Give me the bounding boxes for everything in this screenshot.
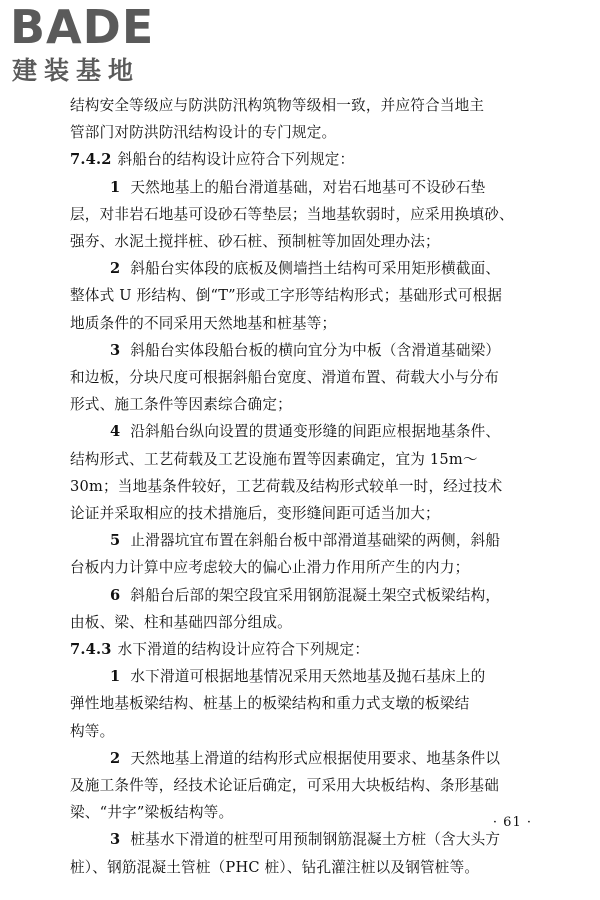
- clause-item-line: [70, 527, 532, 554]
- line-text: 斜船台实体段船台板的横向宜分为中板（含滑道基础梁）: [130, 341, 501, 359]
- text-line: [70, 554, 532, 581]
- text-line: [70, 609, 532, 636]
- line-text: 斜船台实体段的底板及侧墙挡土结构可采用矩形横截面、: [130, 260, 501, 278]
- text-line: [70, 391, 532, 418]
- clause-item-line: [70, 337, 532, 364]
- item-number: 1: [110, 668, 121, 686]
- line-text: 台板内力计算中应考虑较大的偏心止滑力作用所产生的内力；: [70, 559, 470, 577]
- line-text: 天然地基上滑道的结构形式应根据使用要求、地基条件以: [130, 749, 501, 767]
- logo: [4, 0, 184, 90]
- line-text: 整体式 U 形结构、倒“T”形或工字形等结构形式；基础形式可根据: [70, 287, 503, 305]
- line-text: 水下滑道的结构设计应符合下列规定：: [117, 641, 370, 659]
- line-text: 梁、“井字”梁板结构等。: [70, 804, 234, 822]
- line-text: 沿斜船台纵向设置的贯通变形缝的间距应根据地基条件、: [130, 423, 501, 441]
- item-number: 3: [110, 831, 121, 849]
- item-number: 6: [110, 586, 121, 604]
- item-number: 2: [110, 260, 121, 278]
- item-number: 1: [110, 178, 121, 196]
- line-text: 和边板，分块尺度可根据斜船台宽度、滑道布置、荷载大小与分布: [70, 369, 500, 387]
- line-text: 由板、梁、柱和基础四部分组成。: [70, 613, 292, 631]
- line-text: 天然地基上的船台滑道基础，对岩石地基可不设砂石垫: [130, 178, 486, 196]
- line-text: 桩）、钢筋混凝土管桩（PHC 桩）、钻孔灌注桩以及钢管桩等。: [70, 858, 480, 876]
- text-line: [70, 446, 532, 473]
- line-text: 斜船台的结构设计应符合下列规定：: [117, 151, 355, 169]
- line-text: 论证并采取相应的技术措施后，变形缝间距可适当加大；: [70, 505, 440, 523]
- clause-item-line: [70, 826, 532, 853]
- text-line: [70, 201, 532, 228]
- text-line: [70, 228, 532, 255]
- line-text: 止滑器坑宜布置在斜船台板中部滑道基础梁的两侧，斜船: [130, 532, 501, 550]
- text-line: [70, 500, 532, 527]
- clause-item-line: [70, 174, 532, 201]
- line-text: 层，对非岩石地基可设砂石等垫层；当地基软弱时，应采用换填砂、: [70, 205, 514, 223]
- text-line: [70, 364, 532, 391]
- line-text: 水下滑道可根据地基情况采用天然地基及抛石基床上的: [130, 668, 486, 686]
- text-line: [70, 854, 532, 881]
- section-number: 7.4.2: [70, 151, 112, 169]
- section-number: 7.4.3: [70, 641, 112, 659]
- section-heading-line: [70, 636, 532, 663]
- logo-subtitle: 建装基地: [12, 56, 141, 85]
- text-line: [70, 92, 532, 119]
- text-line: [70, 282, 532, 309]
- line-text: 及施工条件等，经技术论证后确定，可采用大块板结构、条形基础: [70, 777, 500, 795]
- clause-item-line: [70, 255, 532, 282]
- text-line: [70, 119, 532, 146]
- text-line: [70, 718, 532, 745]
- line-text: 强夯、水泥土搅拌桩、砂石桩、预制桩等加固处理办法；: [70, 233, 440, 251]
- clause-item-line: [70, 745, 532, 772]
- text-line: [70, 690, 532, 717]
- line-text: 形式、施工条件等因素综合确定；: [70, 396, 292, 414]
- clause-item-line: [70, 582, 532, 609]
- text-line: [70, 310, 532, 337]
- line-text: 结构形式、工艺荷载及工艺设施布置等因素确定，宜为 15m～: [70, 450, 478, 468]
- item-number: 5: [110, 532, 121, 550]
- item-number: 3: [110, 341, 121, 359]
- line-text: 桩基水下滑道的桩型可用预制钢筋混凝土方桩（含大头方: [130, 831, 501, 849]
- line-text: 30m；当地基条件较好，工艺荷载及结构形式较单一时，经过技术: [70, 477, 503, 495]
- line-text: 斜船台后部的架空段宜采用钢筋混凝土架空式板梁结构，: [130, 586, 501, 604]
- clause-item-line: [70, 663, 532, 690]
- logo-wordmark: BADE: [10, 0, 155, 54]
- text-line: [70, 772, 532, 799]
- line-text: 构等。: [70, 722, 115, 740]
- line-text: 管部门对防洪防汛结构设计的专门规定。: [70, 124, 337, 142]
- item-number: 2: [110, 749, 121, 767]
- text-line: [70, 473, 532, 500]
- section-heading-line: [70, 146, 532, 173]
- line-text: 地质条件的不同采用天然地基和桩基等；: [70, 314, 337, 332]
- page-body-text: [70, 92, 532, 881]
- item-number: 4: [110, 423, 121, 441]
- clause-item-line: [70, 418, 532, 445]
- page-number: · 61 ·: [492, 815, 532, 830]
- line-text: 弹性地基板梁结构、桩基上的板梁结构和重力式支墩的板梁结: [70, 695, 470, 713]
- line-text: 结构安全等级应与防洪防汛构筑物等级相一致，并应符合当地主: [70, 97, 485, 114]
